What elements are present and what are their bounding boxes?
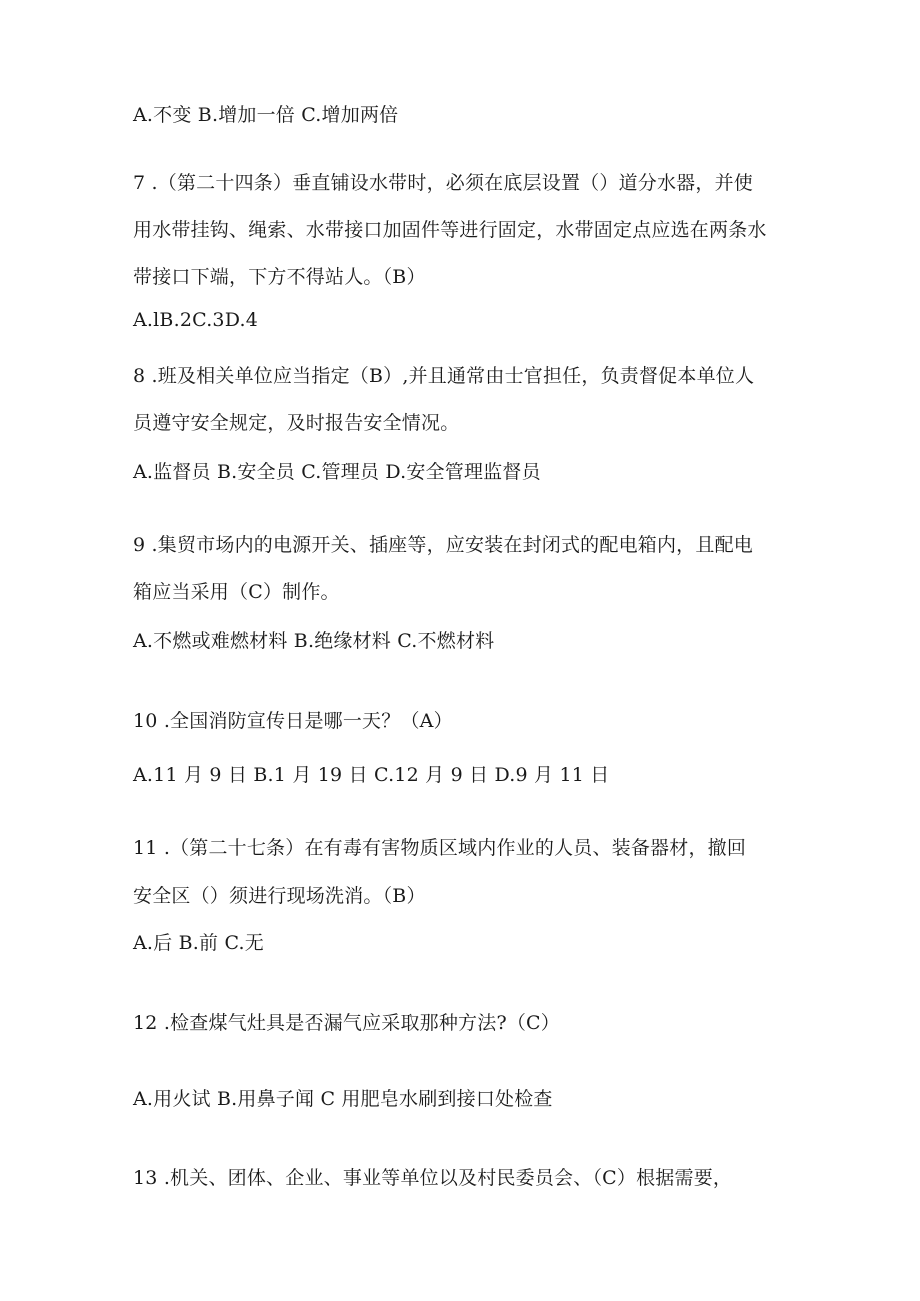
q10-options: A.11 月 9 日 B.1 月 19 日 C.12 月 9 日 D.9 月 11 日 [133, 764, 610, 786]
q7-text-line-2: 用水带挂钩、绳索、水带接口加固件等进行固定，水带固定点应选在两条水 [133, 219, 767, 241]
q8-text-line-2: 员遵守安全规定，及时报告安全情况。 [133, 412, 460, 434]
q7-text-line-3: 带接口下端，下方不得站人。（B） [133, 266, 426, 288]
q6-options: A.不变 B.增加一倍 C.增加两倍 [133, 104, 399, 126]
q11-options: A.后 B.前 C.无 [133, 932, 264, 954]
q13-text-line-1: 13 .机关、团体、企业、事业等单位以及村民委员会、（C）根据需要， [133, 1167, 733, 1189]
q12-options: A.用火试 B.用鼻子闻 C 用肥皂水刷到接口处检查 [133, 1088, 553, 1110]
q8-options: A.监督员 B.安全员 C.管理员 D.安全管理监督员 [133, 461, 541, 483]
q10-text: 10 .全国消防宣传日是哪一天？（A） [133, 710, 453, 732]
q9-text-line-2: 箱应当采用（C）制作。 [133, 581, 340, 603]
q8-text-line-1: 8 .班及相关单位应当指定（B）,并且通常由士官担任，负责督促本单位人 [133, 365, 755, 387]
q7-text-line-1: 7 .（第二十四条）垂直铺设水带时，必须在底层设置（）道分水器，并使 [133, 172, 753, 194]
q11-text-line-1: 11 .（第二十七条）在有毒有害物质区域内作业的人员、装备器材，撤回 [133, 837, 747, 859]
q7-options: A.lB.2C.3D.4 [133, 309, 259, 331]
q9-options: A.不燃或难燃材料 B.绝缘材料 C.不燃材料 [133, 630, 495, 652]
q11-text-line-2: 安全区（）须进行现场洗消。（B） [133, 885, 426, 907]
q12-text: 12 .检查煤气灶具是否漏气应采取那种方法?（C） [133, 1012, 560, 1034]
q9-text-line-1: 9 .集贸市场内的电源开关、插座等，应安装在封闭式的配电箱内，且配电 [133, 534, 753, 556]
